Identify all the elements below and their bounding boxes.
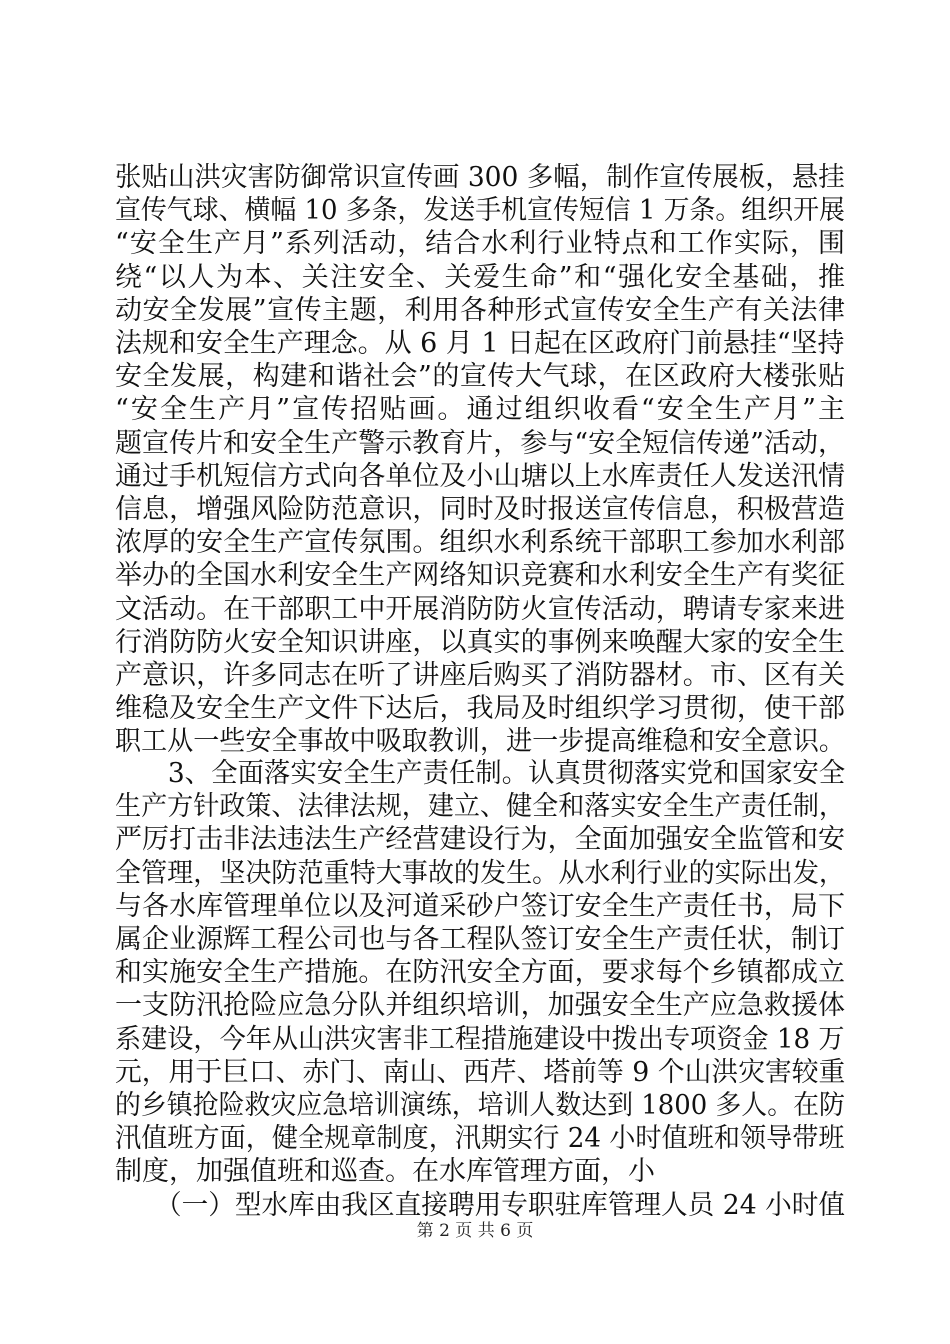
text-line: 题宣传片和安全生产警示教育片，参与“安全短信传递”活动， — [115, 427, 845, 459]
text-line: 浓厚的安全生产宣传氛围。组织水利系统干部职工参加水利部 — [115, 527, 845, 559]
text-line: 文活动。在干部职工中开展消防防火宣传活动，聘请专家来进 — [115, 593, 845, 625]
text-line: 信息，增强风险防范意识，同时及时报送宣传信息，积极营造 — [115, 494, 845, 525]
text-line: 属企业源辉工程公司也与各工程队签订安全生产责任状，制订 — [115, 924, 845, 955]
text-line: 3、全面落实安全生产责任制。认真贯彻落实党和国家安全 — [115, 758, 846, 789]
text-line: “安全生产月”系列活动，结合水利行业特点和工作实际，围 — [115, 228, 845, 260]
text-line: 法规和安全生产理念。从 6 月 1 日起在区政府门前悬挂“坚持 — [115, 328, 845, 359]
text-line: 举办的全国水利安全生产网络知识竞赛和水利安全生产有奖征 — [115, 560, 845, 592]
text-line: 宣传气球、横幅 10 多条，发送手机宣传短信 1 万条。组织开展 — [115, 195, 845, 227]
text-line: 绕“以人为本、关注安全、关爱生命”和“强化安全基础，推 — [115, 261, 845, 293]
text-line: 严厉打击非法违法生产经营建设行为，全面加强安全监管和安 — [115, 824, 845, 856]
text-line: 维稳及安全生产文件下达后，我局及时组织学习贯彻，使干部 — [115, 693, 845, 725]
text-line: 的乡镇抢险救灾应急培训演练，培训人数达到 1800 多人。在防 — [115, 1090, 845, 1121]
page-footer: 第 2 页 共 6 页 — [416, 1221, 534, 1241]
text-line: 动安全发展”宣传主题，利用各种形式宣传安全生产有关法律 — [115, 294, 845, 326]
text-line: 汛值班方面，健全规章制度，汛期实行 24 小时值班和领导带班 — [115, 1123, 845, 1155]
text-line: 全管理，坚决防范重特大事故的发生。从水利行业的实际出发， — [115, 857, 845, 889]
text-line: 安全发展，构建和谐社会”的宣传大气球，在区政府大楼张贴 — [115, 361, 845, 393]
text-line: 制度，加强值班和巡查。在水库管理方面，小 — [115, 1156, 655, 1188]
text-line: 张贴山洪灾害防御常识宣传画 300 多幅，制作宣传展板，悬挂 — [115, 162, 845, 193]
text-line: 元，用于巨口、赤门、南山、西芹、塔前等 9 个山洪灾害较重 — [115, 1056, 846, 1088]
text-line: （一）型水库由我区直接聘用专职驻库管理人员 24 小时值 — [115, 1189, 846, 1221]
text-line: 和实施安全生产措施。在防汛安全方面，要求每个乡镇都成立 — [115, 957, 845, 989]
text-line: 通过手机短信方式向各单位及小山塘以上水库责任人发送汛情 — [115, 460, 845, 492]
text-line: “安全生产月”宣传招贴画。通过组织收看“安全生产月”主 — [115, 394, 845, 426]
text-line: 行消防防火安全知识讲座，以真实的事例来唤醒大家的安全生 — [115, 626, 845, 658]
text-line: 生产方针政策、法律法规，建立、健全和落实安全生产责任制， — [115, 791, 845, 823]
text-line: 系建设，今年从山洪灾害非工程措施建设中拨出专项资金 18 万 — [115, 1023, 845, 1055]
text-line: 职工从一些安全事故中吸取教训，进一步提高维稳和安全意识。 — [115, 726, 845, 758]
text-line: 产意识，许多同志在听了讲座后购买了消防器材。市、区有关 — [115, 660, 845, 691]
text-line: 一支防汛抢险应急分队并组织培训，加强安全生产应急救援体 — [115, 990, 845, 1022]
text-line: 与各水库管理单位以及河道采砂户签订安全生产责任书，局下 — [115, 890, 845, 922]
